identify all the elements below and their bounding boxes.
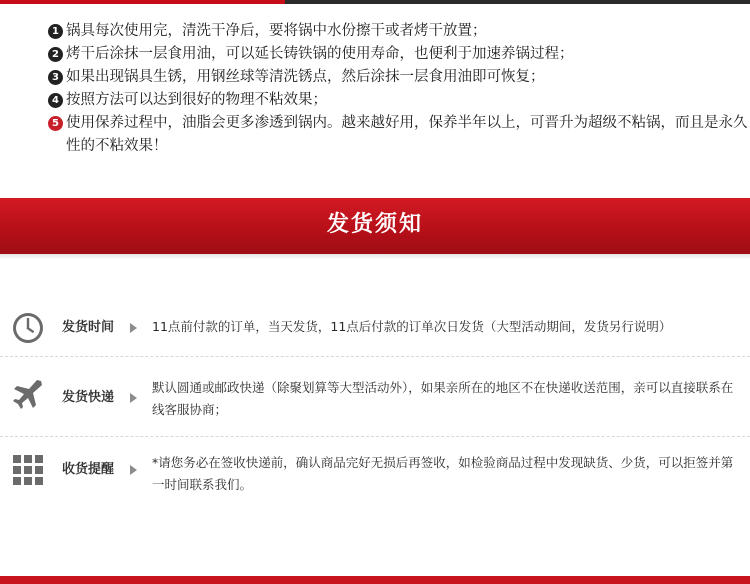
number-badge-1: 1 [48,24,63,39]
number-badge-3: 3 [48,70,63,85]
grid-icon [10,452,46,488]
arrow-right-icon [130,465,137,475]
receipt-text: *请您务必在签收快递前，确认商品完好无损后再签收，如检验商品过程中发现缺货、少货，可以拒签并第一时间联系我们。 [152,455,734,492]
top-border-accent [0,0,285,4]
care-item-4 [48,89,748,112]
shipping-time-text: 11点前付款的订单，当天发货，11点后付款的订单次日发货（大型活动期间，发货另行说明） [152,319,672,334]
care-instructions-list [48,20,748,158]
clock-icon [10,310,46,346]
care-item-5 [48,112,748,158]
courier-label: 发货快递 [62,390,115,405]
number-badge-2: 2 [48,47,63,62]
bottom-border [0,576,750,584]
care-item-1 [48,20,748,43]
number-badge-4: 4 [48,93,63,108]
care-text-3: 如果出现锅具生锈，用钢丝球等清洗锈点，然后涂抹一层食用油即可恢复； [66,69,545,85]
banner-shadow [0,254,750,260]
care-text-4: 按照方法可以达到很好的物理不粘效果； [66,92,327,108]
shipping-time-label: 发货时间 [62,320,115,335]
airplane-icon [10,377,46,413]
care-text-1: 锅具每次使用完，清洗干净后，要将锅中水份擦干或者烤干放置； [66,23,487,39]
care-text-5: 使用保养过程中，油脂会更多渗透到锅内。越来越好用，保养半年以上，可晋升为超级不粘锅，而且是永久性的不粘效果！ [66,115,748,154]
care-item-3 [48,66,748,89]
arrow-right-icon [130,393,137,403]
divider [0,436,750,437]
banner-title: 发货须知 [326,212,423,237]
shipping-notice-banner [0,198,750,254]
divider [0,356,750,357]
care-item-2 [48,43,748,66]
top-border [0,0,750,4]
courier-text: 默认圆通或邮政快递（除聚划算等大型活动外），如果亲所在的地区不在快递收送范围，亲可以直接联系在线客服协商； [152,380,734,417]
arrow-right-icon [130,323,137,333]
care-text-2: 烤干后涂抹一层食用油，可以延长铸铁锅的使用寿命，也便利于加速养锅过程； [66,46,574,62]
receipt-label: 收货提醒 [62,462,115,477]
number-badge-5: 5 [48,116,63,131]
